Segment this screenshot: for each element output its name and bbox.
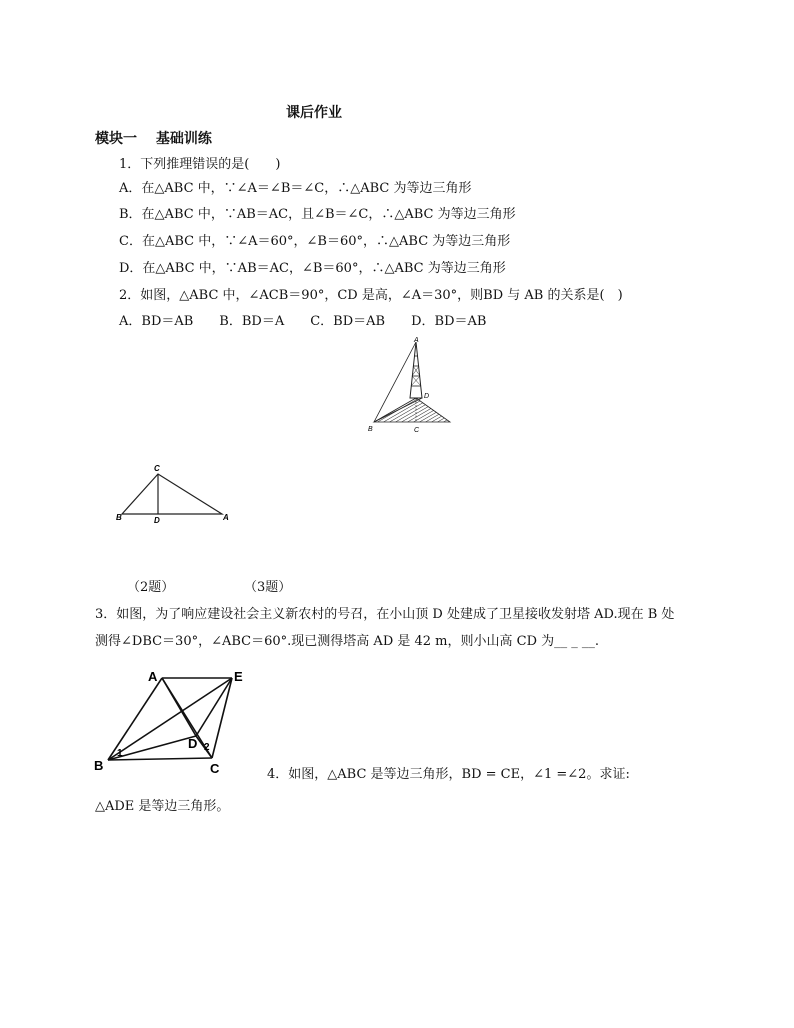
triangle-label-c: C xyxy=(154,464,160,473)
question-1-option-d: D．在△ABC 中，∵AB＝AC，∠B＝60°，∴△ABC 为等边三角形 xyxy=(119,261,506,276)
caption-q3: （3题） xyxy=(244,580,292,595)
page-title: 课后作业 xyxy=(286,105,342,121)
q4-label-e: E xyxy=(234,669,243,684)
question-1-option-c: C．在△ABC 中，∵∠A＝60°，∠B＝60°，∴△ABC 为等边三角形 xyxy=(119,234,511,249)
question-4-line-2: △ADE 是等边三角形。 xyxy=(95,799,230,814)
triangle-label-d: D xyxy=(154,516,160,525)
triangle-label-b: B xyxy=(116,513,122,522)
question-2-options: A．BD＝AB B．BD＝A C．BD＝AB D．BD＝AB xyxy=(119,314,487,329)
triangle-abc xyxy=(122,474,222,514)
caption-q2: （2题） xyxy=(127,580,175,595)
question-1-stem: 1．下列推理错误的是( ) xyxy=(119,157,281,172)
hill-shape xyxy=(374,398,450,422)
q4-label-a: A xyxy=(148,669,158,684)
module-heading: 模块一 基础训练 xyxy=(95,131,212,147)
tower-label-d: D xyxy=(424,393,430,400)
question-3-line-2: 测得∠DBC＝30°，∠ABC＝60°.现已测得塔高 AD 是 42 m，则小山高 CD 为__ _ __. xyxy=(95,634,600,649)
tower-label-c: C xyxy=(414,427,420,434)
right-triangle-figure xyxy=(114,460,234,526)
tower-hill-figure xyxy=(364,336,460,438)
q4-label-b: B xyxy=(94,758,104,773)
tower-label-a: A xyxy=(414,337,419,344)
tower-label-b: B xyxy=(368,426,373,433)
q4-label-c: C xyxy=(210,761,220,776)
q4-angle-2: 2 xyxy=(204,742,210,753)
q4-label-d: D xyxy=(188,736,198,751)
question-1-option-a: A．在△ABC 中，∵∠A＝∠B＝∠C，∴△ABC 为等边三角形 xyxy=(119,181,472,196)
question-1-option-b: B．在△ABC 中，∵AB＝AC，且∠B＝∠C，∴△ABC 为等边三角形 xyxy=(119,207,516,222)
question-4-line-1: 4．如图，△ABC 是等边三角形，BD = CE，∠1 =∠2。求证: xyxy=(267,767,630,782)
q4-angle-1: 1 xyxy=(117,748,123,759)
equilateral-figure-q4 xyxy=(92,664,262,778)
question-3-line-1: 3．如图，为了响应建设社会主义新农村的号召，在小山顶 D 处建成了卫星接收发射塔 AD.现在 B 处 xyxy=(95,607,675,622)
question-2-stem: 2．如图，△ABC 中，∠ACB＝90°，CD 是高，∠A＝30°，则BD 与 AB 的关系是( ) xyxy=(119,288,623,303)
triangle-label-a: A xyxy=(223,513,229,522)
